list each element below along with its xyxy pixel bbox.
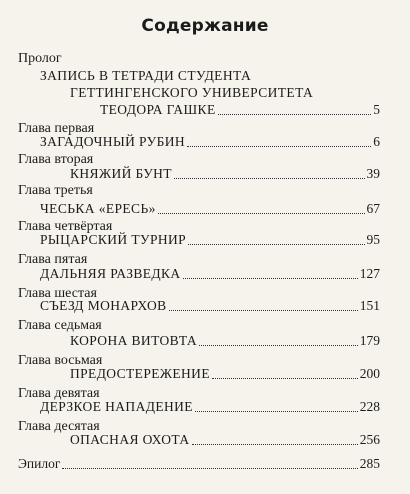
chapter-label-4: Глава четвёртая (18, 219, 113, 234)
chapter-label-1: Глава первая (18, 121, 95, 136)
entry-title: ПРЕДОСТЕРЕЖЕНИЕ (70, 366, 210, 381)
page-number: 151 (359, 298, 380, 313)
dot-leader (62, 468, 357, 469)
dot-leader (174, 178, 365, 179)
dot-leader (195, 411, 358, 412)
chapter-label-9: Глава девятая (18, 386, 100, 401)
toc-entry-chapter-10[interactable] (70, 432, 380, 448)
entry-title: ЧЕСЬКА «ЕРЕСЬ» (40, 201, 156, 216)
chapter-label-2: Глава вторая (18, 152, 94, 167)
entry-title: ДАЛЬНЯЯ РАЗВЕДКА (40, 266, 181, 281)
page-number: 228 (359, 399, 380, 414)
prologue-label: Пролог (18, 51, 62, 66)
toc-entry-chapter-4[interactable] (40, 232, 380, 248)
dot-leader (183, 278, 358, 279)
entry-title: ДЕРЗКОЕ НАПАДЕНИЕ (40, 399, 193, 414)
page-number: 127 (359, 266, 380, 281)
page-number: 179 (359, 333, 380, 348)
toc-entry-chapter-9[interactable] (40, 399, 380, 415)
entry-title: ОПАСНАЯ ОХОТА (70, 432, 190, 447)
page-number: 6 (373, 134, 380, 149)
chapter-label-8: Глава восьмая (18, 353, 103, 368)
page-number: 95 (366, 232, 380, 247)
page-title: Содержание (141, 16, 269, 36)
entry-title: СЪЕЗД МОНАРХОВ (40, 298, 167, 313)
entry-title: КОРОНА ВИТОВТА (70, 333, 198, 348)
chapter-label-5: Глава пятая (18, 252, 88, 267)
toc-entry-epilogue[interactable] (18, 456, 380, 472)
page-number: 67 (366, 201, 380, 216)
dot-leader (158, 213, 365, 214)
page-number: 285 (359, 456, 380, 471)
dot-leader (192, 444, 358, 445)
toc-entry-chapter-7[interactable] (70, 333, 380, 349)
toc-entry-chapter-6[interactable] (40, 298, 380, 314)
dot-leader (188, 244, 364, 245)
page-number: 39 (366, 166, 380, 181)
dot-leader (199, 345, 358, 346)
chapter-label-6: Глава шестая (18, 286, 97, 301)
dot-leader (169, 310, 358, 311)
dot-leader (187, 146, 371, 147)
entry-title: ЗАГАДОЧНЫЙ РУБИН (40, 134, 186, 149)
chapter-label-10: Глава десятая (18, 419, 100, 434)
chapter-label-3: Глава третья (18, 183, 93, 198)
epilogue-label: Эпилог (18, 456, 61, 471)
toc-entry-prologue[interactable] (100, 102, 380, 118)
toc-entry-chapter-2[interactable] (70, 166, 380, 182)
page-number: 5 (373, 102, 380, 117)
dot-leader (212, 378, 358, 379)
entry-title: КНЯЖИЙ БУНТ (70, 166, 172, 181)
entry-title: ТЕОДОРА ГАШКЕ (100, 102, 216, 117)
page-number: 256 (359, 432, 380, 447)
prologue-title-line-2: ГЕТТИНГЕНСКОГО УНИВЕРСИТЕТА (70, 85, 314, 100)
toc-entry-chapter-8[interactable] (70, 366, 380, 382)
toc-entry-chapter-5[interactable] (40, 266, 380, 282)
chapter-label-7: Глава седьмая (18, 318, 102, 333)
toc-entry-chapter-1[interactable] (40, 134, 380, 150)
entry-title: РЫЦАРСКИЙ ТУРНИР (40, 232, 187, 247)
dot-leader (218, 114, 372, 115)
page-number: 200 (359, 366, 380, 381)
prologue-title-line-1: ЗАПИСЬ В ТЕТРАДИ СТУДЕНТА (40, 68, 252, 83)
toc-entry-chapter-3[interactable] (40, 201, 380, 217)
